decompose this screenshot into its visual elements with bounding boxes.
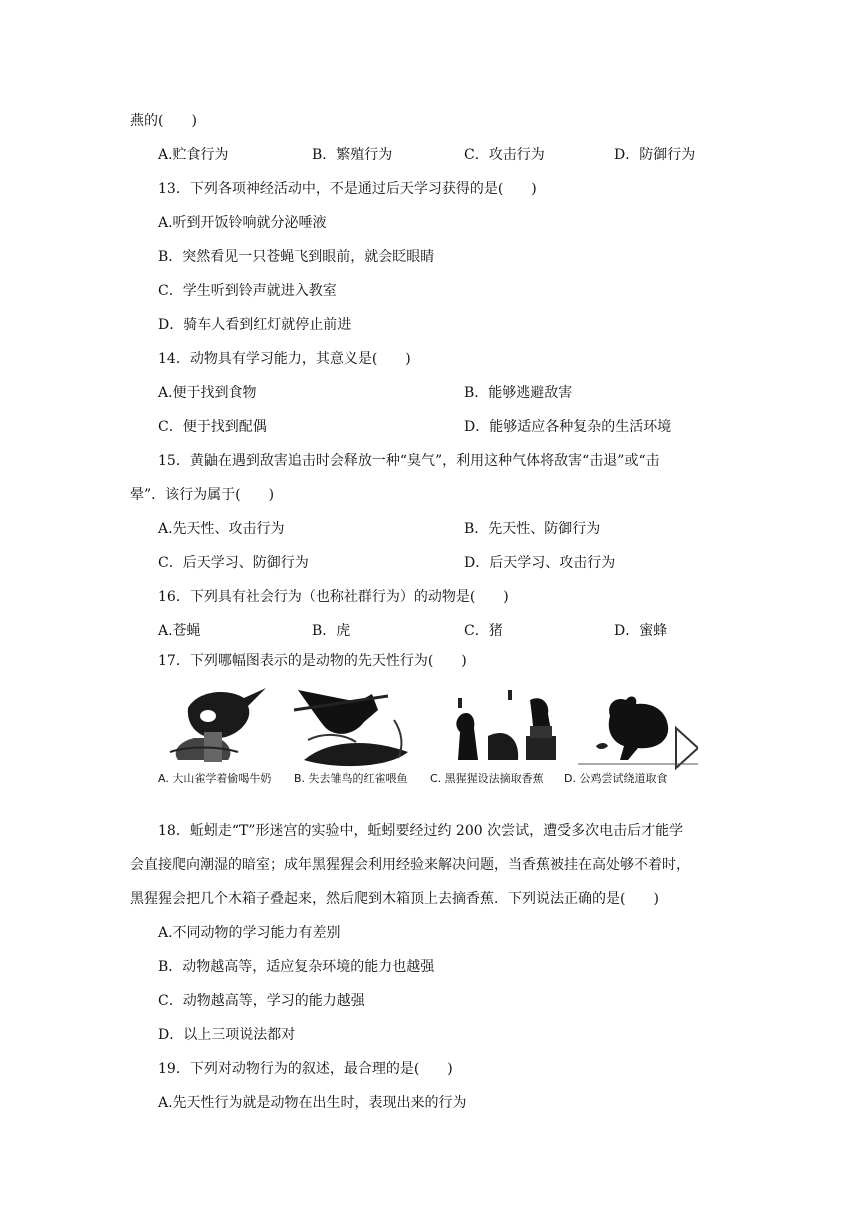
q18-option-b: B．动物越高等，适应复杂环境的能力也越强 (158, 959, 435, 975)
q14-option-d: D．能够适应各种复杂的生活环境 (464, 419, 672, 435)
q14-option-a: A.便于找到食物 (158, 385, 257, 401)
q13-option-b: B．突然看见一只苍蝇飞到眼前，就会眨眼睛 (158, 249, 435, 265)
panel-c-chimpanzee-boxes (456, 690, 556, 760)
q15-option-b: B．先天性、防御行为 (464, 521, 601, 537)
q15-option-c: C．后天学习、防御行为 (158, 555, 309, 571)
q17-figure (158, 680, 698, 792)
q18-option-d: D．以上三项说法都对 (158, 1027, 296, 1043)
q18-stem-line2: 会直接爬向潮湿的暗室；成年黑猩猩会利用经验来解决问题，当香蕉被挂在高处够不着时， (130, 857, 690, 873)
q16-option-b: B．虎 (312, 623, 351, 639)
q18-stem-line1: 18．蚯蚓走“T”形迷宫的实验中，蚯蚓要经过约 200 次尝试，遭受多次电击后才能学 (158, 823, 684, 839)
q18-option-a: A.不同动物的学习能力有差别 (158, 925, 341, 941)
q19-option-a: A.先天性行为就是动物在出生时，表现出来的行为 (158, 1095, 467, 1111)
q14-stem: 14．动物具有学习能力，其意义是( ) (158, 351, 411, 367)
q17-stem: 17．下列哪幅图表示的是动物的先天性行为( ) (158, 653, 467, 669)
q19-stem: 19．下列对动物行为的叙述，最合理的是( ) (158, 1061, 453, 1077)
q17-illustrations (158, 680, 698, 770)
q12-option-a: A.贮食行为 (158, 147, 229, 163)
q17-caption-a: A. 大山雀学着偷喝牛奶 (158, 772, 272, 785)
q18-option-c: C．动物越高等，学习的能力越强 (158, 993, 365, 1009)
panel-d-rooster-detour (578, 697, 698, 768)
q15-stem-line2: 晕”．该行为属于( ) (130, 487, 275, 503)
q15-option-d: D．后天学习、攻击行为 (464, 555, 616, 571)
q15-stem-line1: 15．黄鼬在遇到敌害追击时会释放一种“臭气”，利用这种气体将敌害“击退”或“击 (158, 453, 660, 469)
q12-stem-tail: 燕的( ) (130, 113, 197, 129)
q18-stem-line3: 黑猩猩会把几个木箱子叠起来，然后爬到木箱顶上去摘香蕉．下列说法正确的是( ) (130, 891, 659, 907)
panel-a-tit-milk-bottle (170, 688, 266, 762)
q16-option-a: A.苍蝇 (158, 623, 201, 639)
q14-option-b: B．能够逃避敌害 (464, 385, 573, 401)
q17-caption-c: C. 黑猩猩设法摘取香蕉 (430, 772, 544, 785)
q12-option-b: B．繁殖行为 (312, 147, 393, 163)
q16-stem: 16．下列具有社会行为（也称社群行为）的动物是( ) (158, 589, 509, 605)
q17-caption-b: B. 失去雏鸟的红雀喂鱼 (294, 772, 408, 785)
q16-option-c: C．猪 (464, 623, 503, 639)
q13-option-a: A.听到开饭铃响就分泌唾液 (158, 215, 327, 231)
q16-option-d: D．蜜蜂 (614, 623, 668, 639)
q13-stem: 13．下列各项神经活动中，不是通过后天学习获得的是( ) (158, 181, 537, 197)
q13-option-d: D．骑车人看到红灯就停止前进 (158, 317, 352, 333)
q12-option-c: C．攻击行为 (464, 147, 545, 163)
q17-caption-d: D. 公鸡尝试绕道取食 (564, 772, 668, 785)
q15-option-a: A.先天性、攻击行为 (158, 521, 285, 537)
panel-b-cardinal-feeding-fish (294, 690, 408, 766)
q14-option-c: C．便于找到配偶 (158, 419, 267, 435)
q12-option-d: D．防御行为 (614, 147, 696, 163)
q13-option-c: C．学生听到铃声就进入教室 (158, 283, 337, 299)
